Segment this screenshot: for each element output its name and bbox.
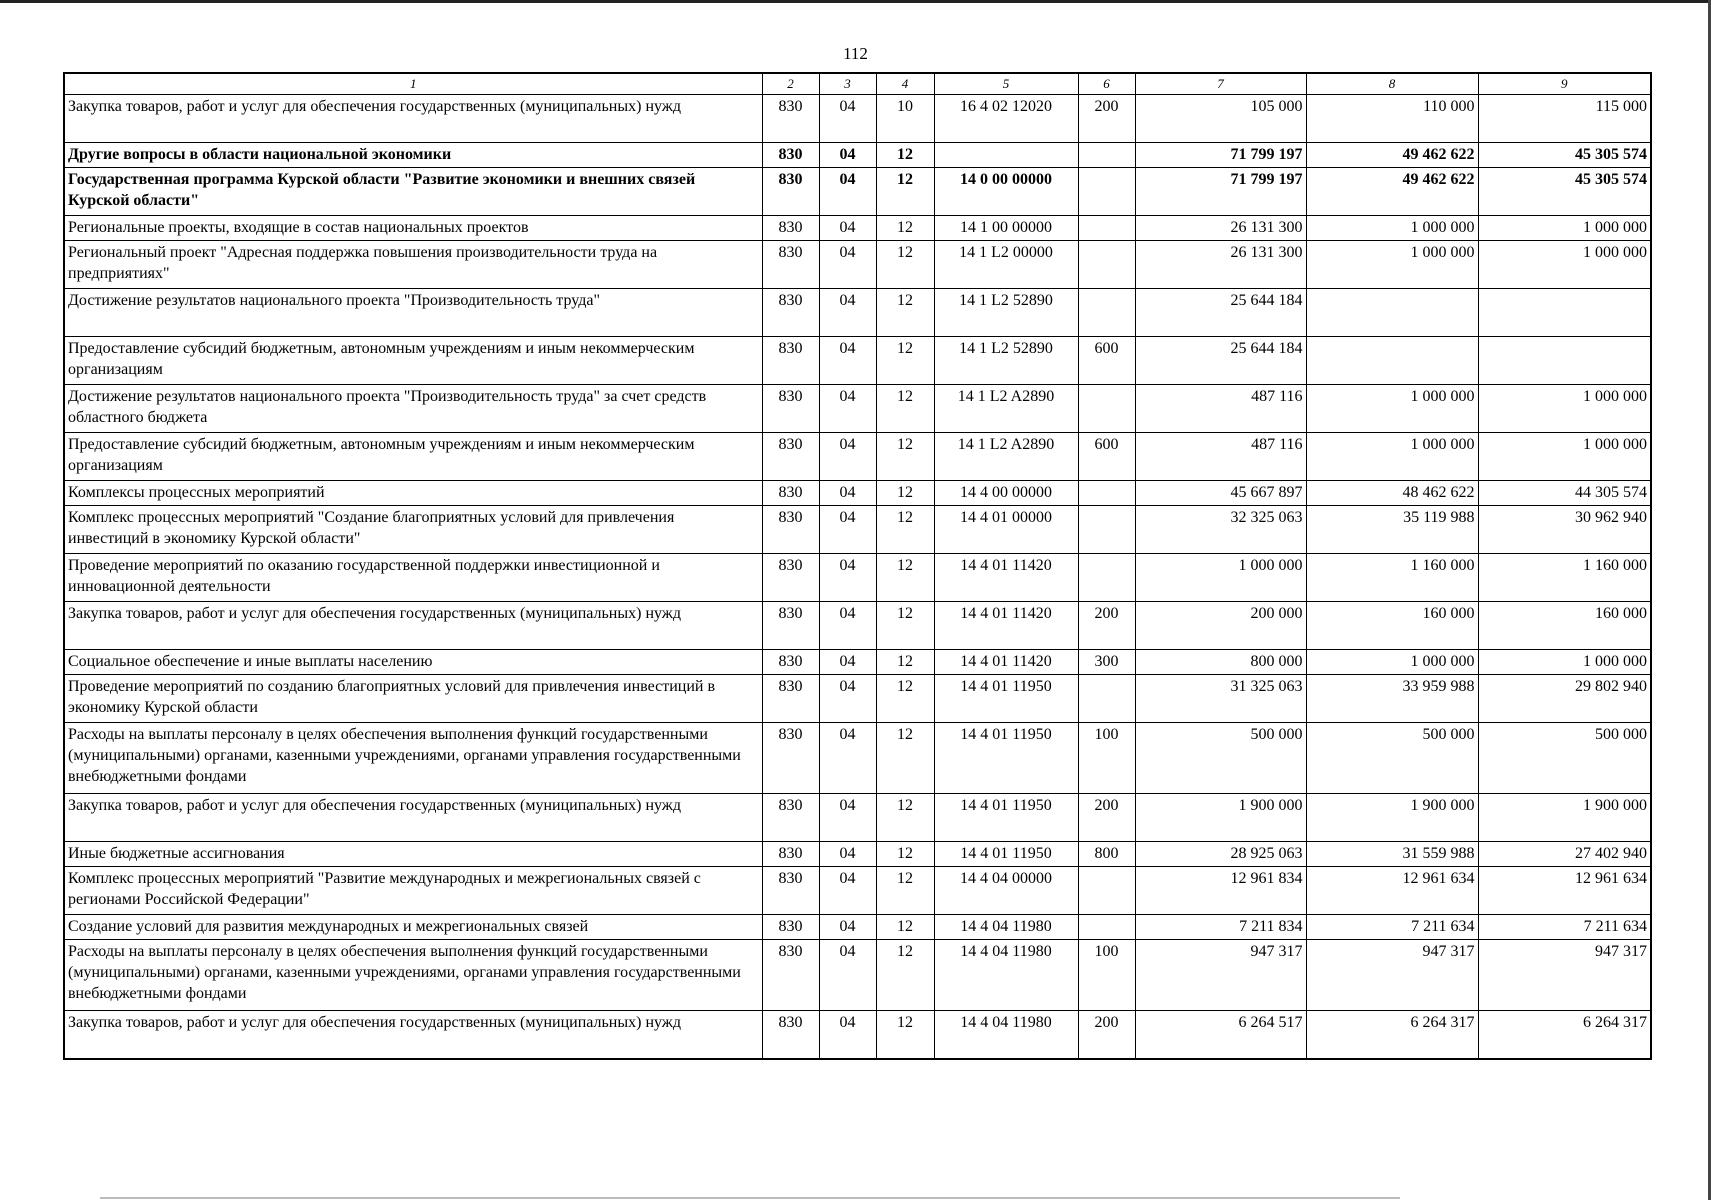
target-article-cell: 14 1 L2 00000 <box>934 241 1078 289</box>
amount-col9-cell: 45 305 574 <box>1478 143 1651 168</box>
page-number: 112 <box>843 44 868 63</box>
target-article-cell: 14 4 01 11420 <box>934 602 1078 650</box>
ministry-code-cell: 830 <box>762 433 819 481</box>
item-name-cell: Закупка товаров, работ и услуг для обеспечения государственных (муниципальных) нужд <box>64 794 762 842</box>
item-name-cell: Закупка товаров, работ и услуг для обеспечения государственных (муниципальных) нужд <box>64 602 762 650</box>
amount-col8-cell: 48 462 622 <box>1306 481 1478 506</box>
item-name-cell: Проведение мероприятий по созданию благоприятных условий для привлечения инвестиций в экономику Курской области <box>64 675 762 723</box>
item-name-cell: Закупка товаров, работ и услуг для обеспечения государственных (муниципальных) нужд <box>64 95 762 143</box>
amount-col9-cell: 1 900 000 <box>1478 794 1651 842</box>
amount-col8-cell: 1 000 000 <box>1306 433 1478 481</box>
table-row <box>64 433 1651 481</box>
ministry-code-cell: 830 <box>762 554 819 602</box>
section-cell: 04 <box>819 506 876 554</box>
subsection-cell: 12 <box>876 216 934 241</box>
amount-col9-cell: 1 160 000 <box>1478 554 1651 602</box>
amount-col8-cell: 35 119 988 <box>1306 506 1478 554</box>
header-cell: 8 <box>1306 73 1478 95</box>
expense-type-cell <box>1078 915 1135 940</box>
section-cell: 04 <box>819 554 876 602</box>
amount-col8-cell: 110 000 <box>1306 95 1478 143</box>
amount-col8-cell: 6 264 317 <box>1306 1011 1478 1059</box>
table-row <box>64 143 1651 168</box>
amount-col7-cell: 200 000 <box>1135 602 1306 650</box>
amount-col9-cell: 12 961 634 <box>1478 867 1651 915</box>
ministry-code-cell: 830 <box>762 723 819 794</box>
section-cell: 04 <box>819 481 876 506</box>
item-name-cell: Расходы на выплаты персоналу в целях обеспечения выполнения функций государственными (муниципальными) органами, казенными учреждениями, органами управления государственными внебюджетными фондами <box>64 723 762 794</box>
amount-col9-cell: 45 305 574 <box>1478 168 1651 216</box>
amount-col8-cell: 7 211 634 <box>1306 915 1478 940</box>
header-cell: 4 <box>876 73 934 95</box>
amount-col9-cell: 6 264 317 <box>1478 1011 1651 1059</box>
section-cell: 04 <box>819 867 876 915</box>
expense-type-cell <box>1078 506 1135 554</box>
amount-col8-cell: 33 959 988 <box>1306 675 1478 723</box>
amount-col7-cell: 71 799 197 <box>1135 143 1306 168</box>
expense-type-cell <box>1078 385 1135 433</box>
table-row <box>64 289 1651 337</box>
amount-col7-cell: 28 925 063 <box>1135 842 1306 867</box>
item-name-cell: Региональные проекты, входящие в состав национальных проектов <box>64 216 762 241</box>
section-cell: 04 <box>819 675 876 723</box>
ministry-code-cell: 830 <box>762 650 819 675</box>
target-article-cell: 14 4 01 11950 <box>934 842 1078 867</box>
amount-col8-cell <box>1306 289 1478 337</box>
amount-col7-cell: 6 264 517 <box>1135 1011 1306 1059</box>
table-row <box>64 481 1651 506</box>
amount-col7-cell: 487 116 <box>1135 385 1306 433</box>
amount-col8-cell: 160 000 <box>1306 602 1478 650</box>
item-name-cell: Комплекс процессных мероприятий "Создание благоприятных условий для привлечения инвестиций в экономику Курской области" <box>64 506 762 554</box>
ministry-code-cell: 830 <box>762 385 819 433</box>
subsection-cell: 10 <box>876 95 934 143</box>
amount-col9-cell: 1 000 000 <box>1478 385 1651 433</box>
ministry-code-cell: 830 <box>762 241 819 289</box>
section-cell: 04 <box>819 723 876 794</box>
subsection-cell: 12 <box>876 433 934 481</box>
amount-col7-cell: 25 644 184 <box>1135 337 1306 385</box>
table-row <box>64 554 1651 602</box>
subsection-cell: 12 <box>876 867 934 915</box>
target-article-cell: 14 4 04 11980 <box>934 940 1078 1011</box>
item-name-cell: Предоставление субсидий бюджетным, автономным учреждениям и иным некоммерческим организациям <box>64 433 762 481</box>
ministry-code-cell: 830 <box>762 794 819 842</box>
amount-col7-cell: 12 961 834 <box>1135 867 1306 915</box>
ministry-code-cell: 830 <box>762 867 819 915</box>
ministry-code-cell: 830 <box>762 602 819 650</box>
amount-col7-cell: 800 000 <box>1135 650 1306 675</box>
amount-col8-cell: 1 160 000 <box>1306 554 1478 602</box>
expense-type-cell: 200 <box>1078 794 1135 842</box>
item-name-cell: Другие вопросы в области национальной экономики <box>64 143 762 168</box>
header-cell: 7 <box>1135 73 1306 95</box>
table-row <box>64 1011 1651 1059</box>
amount-col9-cell: 1 000 000 <box>1478 216 1651 241</box>
ministry-code-cell: 830 <box>762 506 819 554</box>
scan-border-top <box>0 0 1711 3</box>
expense-type-cell <box>1078 143 1135 168</box>
amount-col7-cell: 1 000 000 <box>1135 554 1306 602</box>
expense-type-cell: 200 <box>1078 1011 1135 1059</box>
target-article-cell: 14 4 01 11420 <box>934 650 1078 675</box>
expense-type-cell <box>1078 168 1135 216</box>
expense-type-cell <box>1078 289 1135 337</box>
ministry-code-cell: 830 <box>762 337 819 385</box>
target-article-cell: 14 0 00 00000 <box>934 168 1078 216</box>
amount-col8-cell: 1 900 000 <box>1306 794 1478 842</box>
expense-type-cell: 300 <box>1078 650 1135 675</box>
amount-col7-cell: 31 325 063 <box>1135 675 1306 723</box>
amount-col7-cell: 487 116 <box>1135 433 1306 481</box>
expense-type-cell: 100 <box>1078 723 1135 794</box>
expense-type-cell <box>1078 675 1135 723</box>
amount-col9-cell <box>1478 289 1651 337</box>
table-row <box>64 385 1651 433</box>
ministry-code-cell: 830 <box>762 216 819 241</box>
section-cell: 04 <box>819 794 876 842</box>
target-article-cell: 14 1 L2 52890 <box>934 337 1078 385</box>
subsection-cell: 12 <box>876 915 934 940</box>
item-name-cell: Региональный проект "Адресная поддержка повышения производительности труда на предприятиях" <box>64 241 762 289</box>
amount-col7-cell: 500 000 <box>1135 723 1306 794</box>
item-name-cell: Государственная программа Курской области "Развитие экономики и внешних связей Курской области" <box>64 168 762 216</box>
amount-col8-cell: 1 000 000 <box>1306 385 1478 433</box>
ministry-code-cell: 830 <box>762 842 819 867</box>
amount-col7-cell: 7 211 834 <box>1135 915 1306 940</box>
item-name-cell: Создание условий для развития международных и межрегиональных связей <box>64 915 762 940</box>
ministry-code-cell: 830 <box>762 481 819 506</box>
amount-col9-cell <box>1478 337 1651 385</box>
ministry-code-cell: 830 <box>762 143 819 168</box>
header-cell: 2 <box>762 73 819 95</box>
target-article-cell: 14 4 00 00000 <box>934 481 1078 506</box>
subsection-cell: 12 <box>876 143 934 168</box>
table-row <box>64 168 1651 216</box>
item-name-cell: Расходы на выплаты персоналу в целях обеспечения выполнения функций государственными (муниципальными) органами, казенными учреждениями, органами управления государственными внебюджетными фондами <box>64 940 762 1011</box>
amount-col9-cell: 7 211 634 <box>1478 915 1651 940</box>
table-row <box>64 842 1651 867</box>
amount-col9-cell: 1 000 000 <box>1478 433 1651 481</box>
expense-type-cell: 600 <box>1078 433 1135 481</box>
table-row <box>64 337 1651 385</box>
table-row <box>64 241 1651 289</box>
table-row <box>64 506 1651 554</box>
item-name-cell: Комплексы процессных мероприятий <box>64 481 762 506</box>
subsection-cell: 12 <box>876 842 934 867</box>
header-cell: 1 <box>64 73 762 95</box>
ministry-code-cell: 830 <box>762 289 819 337</box>
target-article-cell: 14 4 01 00000 <box>934 506 1078 554</box>
subsection-cell: 12 <box>876 794 934 842</box>
target-article-cell: 16 4 02 12020 <box>934 95 1078 143</box>
subsection-cell: 12 <box>876 675 934 723</box>
header-row <box>64 73 1651 95</box>
header-cell: 6 <box>1078 73 1135 95</box>
section-cell: 04 <box>819 602 876 650</box>
section-cell: 04 <box>819 143 876 168</box>
target-article-cell: 14 4 01 11950 <box>934 723 1078 794</box>
expense-type-cell: 200 <box>1078 602 1135 650</box>
expense-type-cell: 200 <box>1078 95 1135 143</box>
subsection-cell: 12 <box>876 940 934 1011</box>
section-cell: 04 <box>819 433 876 481</box>
subsection-cell: 12 <box>876 337 934 385</box>
ministry-code-cell: 830 <box>762 915 819 940</box>
header-cell: 5 <box>934 73 1078 95</box>
amount-col8-cell: 49 462 622 <box>1306 168 1478 216</box>
item-name-cell: Комплекс процессных мероприятий "Развитие международных и межрегиональных связей с регионами Российской Федерации" <box>64 867 762 915</box>
amount-col9-cell: 29 802 940 <box>1478 675 1651 723</box>
section-cell: 04 <box>819 915 876 940</box>
item-name-cell: Достижение результатов национального проекта "Производительность труда" <box>64 289 762 337</box>
expense-type-cell <box>1078 216 1135 241</box>
table-row <box>64 95 1651 143</box>
ministry-code-cell: 830 <box>762 95 819 143</box>
amount-col9-cell: 27 402 940 <box>1478 842 1651 867</box>
table-row <box>64 675 1651 723</box>
amount-col7-cell: 26 131 300 <box>1135 241 1306 289</box>
amount-col8-cell: 947 317 <box>1306 940 1478 1011</box>
item-name-cell: Проведение мероприятий по оказанию государственной поддержки инвестиционной и инновационной деятельности <box>64 554 762 602</box>
subsection-cell: 12 <box>876 481 934 506</box>
target-article-cell: 14 1 L2 52890 <box>934 289 1078 337</box>
ministry-code-cell: 830 <box>762 1011 819 1059</box>
subsection-cell: 12 <box>876 723 934 794</box>
section-cell: 04 <box>819 337 876 385</box>
item-name-cell: Социальное обеспечение и иные выплаты населению <box>64 650 762 675</box>
table-row <box>64 216 1651 241</box>
section-cell: 04 <box>819 385 876 433</box>
target-article-cell: 14 4 01 11950 <box>934 794 1078 842</box>
amount-col9-cell: 115 000 <box>1478 95 1651 143</box>
amount-col9-cell: 1 000 000 <box>1478 650 1651 675</box>
expense-type-cell <box>1078 241 1135 289</box>
amount-col7-cell: 1 900 000 <box>1135 794 1306 842</box>
table-row <box>64 723 1651 794</box>
amount-col9-cell: 44 305 574 <box>1478 481 1651 506</box>
subsection-cell: 12 <box>876 168 934 216</box>
ministry-code-cell: 830 <box>762 940 819 1011</box>
section-cell: 04 <box>819 650 876 675</box>
target-article-cell: 14 4 01 11420 <box>934 554 1078 602</box>
expense-type-cell: 100 <box>1078 940 1135 1011</box>
amount-col9-cell: 160 000 <box>1478 602 1651 650</box>
expense-type-cell: 600 <box>1078 337 1135 385</box>
subsection-cell: 12 <box>876 1011 934 1059</box>
amount-col7-cell: 26 131 300 <box>1135 216 1306 241</box>
subsection-cell: 12 <box>876 241 934 289</box>
amount-col7-cell: 25 644 184 <box>1135 289 1306 337</box>
section-cell: 04 <box>819 1011 876 1059</box>
scan-artifact-line <box>100 1197 1400 1199</box>
subsection-cell: 12 <box>876 650 934 675</box>
section-cell: 04 <box>819 940 876 1011</box>
target-article-cell: 14 4 01 11950 <box>934 675 1078 723</box>
subsection-cell: 12 <box>876 506 934 554</box>
subsection-cell: 12 <box>876 385 934 433</box>
item-name-cell: Достижение результатов национального проекта "Производительность труда" за счет средств областного бюджета <box>64 385 762 433</box>
table-row <box>64 794 1651 842</box>
expense-type-cell <box>1078 481 1135 506</box>
section-cell: 04 <box>819 216 876 241</box>
budget-table <box>63 72 1652 1060</box>
amount-col8-cell: 1 000 000 <box>1306 650 1478 675</box>
header-cell: 9 <box>1478 73 1651 95</box>
target-article-cell: 14 1 00 00000 <box>934 216 1078 241</box>
table-row <box>64 867 1651 915</box>
subsection-cell: 12 <box>876 602 934 650</box>
subsection-cell: 12 <box>876 554 934 602</box>
amount-col7-cell: 45 667 897 <box>1135 481 1306 506</box>
amount-col8-cell <box>1306 337 1478 385</box>
target-article-cell: 14 4 04 11980 <box>934 1011 1078 1059</box>
section-cell: 04 <box>819 95 876 143</box>
amount-col8-cell: 1 000 000 <box>1306 216 1478 241</box>
table-row <box>64 915 1651 940</box>
expense-type-cell <box>1078 554 1135 602</box>
amount-col8-cell: 500 000 <box>1306 723 1478 794</box>
table-row <box>64 650 1651 675</box>
item-name-cell: Иные бюджетные ассигнования <box>64 842 762 867</box>
amount-col9-cell: 30 962 940 <box>1478 506 1651 554</box>
amount-col8-cell: 49 462 622 <box>1306 143 1478 168</box>
ministry-code-cell: 830 <box>762 168 819 216</box>
table-row <box>64 940 1651 1011</box>
amount-col7-cell: 32 325 063 <box>1135 506 1306 554</box>
amount-col9-cell: 500 000 <box>1478 723 1651 794</box>
section-cell: 04 <box>819 241 876 289</box>
expense-type-cell <box>1078 867 1135 915</box>
amount-col7-cell: 105 000 <box>1135 95 1306 143</box>
amount-col9-cell: 947 317 <box>1478 940 1651 1011</box>
target-article-cell: 14 4 04 00000 <box>934 867 1078 915</box>
amount-col8-cell: 1 000 000 <box>1306 241 1478 289</box>
subsection-cell: 12 <box>876 289 934 337</box>
section-cell: 04 <box>819 168 876 216</box>
target-article-cell: 14 4 04 11980 <box>934 915 1078 940</box>
target-article-cell: 14 1 L2 A2890 <box>934 433 1078 481</box>
amount-col8-cell: 31 559 988 <box>1306 842 1478 867</box>
item-name-cell: Предоставление субсидий бюджетным, автономным учреждениям и иным некоммерческим организациям <box>64 337 762 385</box>
ministry-code-cell: 830 <box>762 675 819 723</box>
target-article-cell <box>934 143 1078 168</box>
header-cell: 3 <box>819 73 876 95</box>
item-name-cell: Закупка товаров, работ и услуг для обеспечения государственных (муниципальных) нужд <box>64 1011 762 1059</box>
section-cell: 04 <box>819 842 876 867</box>
target-article-cell: 14 1 L2 A2890 <box>934 385 1078 433</box>
section-cell: 04 <box>819 289 876 337</box>
expense-type-cell: 800 <box>1078 842 1135 867</box>
amount-col7-cell: 71 799 197 <box>1135 168 1306 216</box>
amount-col8-cell: 12 961 634 <box>1306 867 1478 915</box>
table-row <box>64 602 1651 650</box>
amount-col9-cell: 1 000 000 <box>1478 241 1651 289</box>
amount-col7-cell: 947 317 <box>1135 940 1306 1011</box>
